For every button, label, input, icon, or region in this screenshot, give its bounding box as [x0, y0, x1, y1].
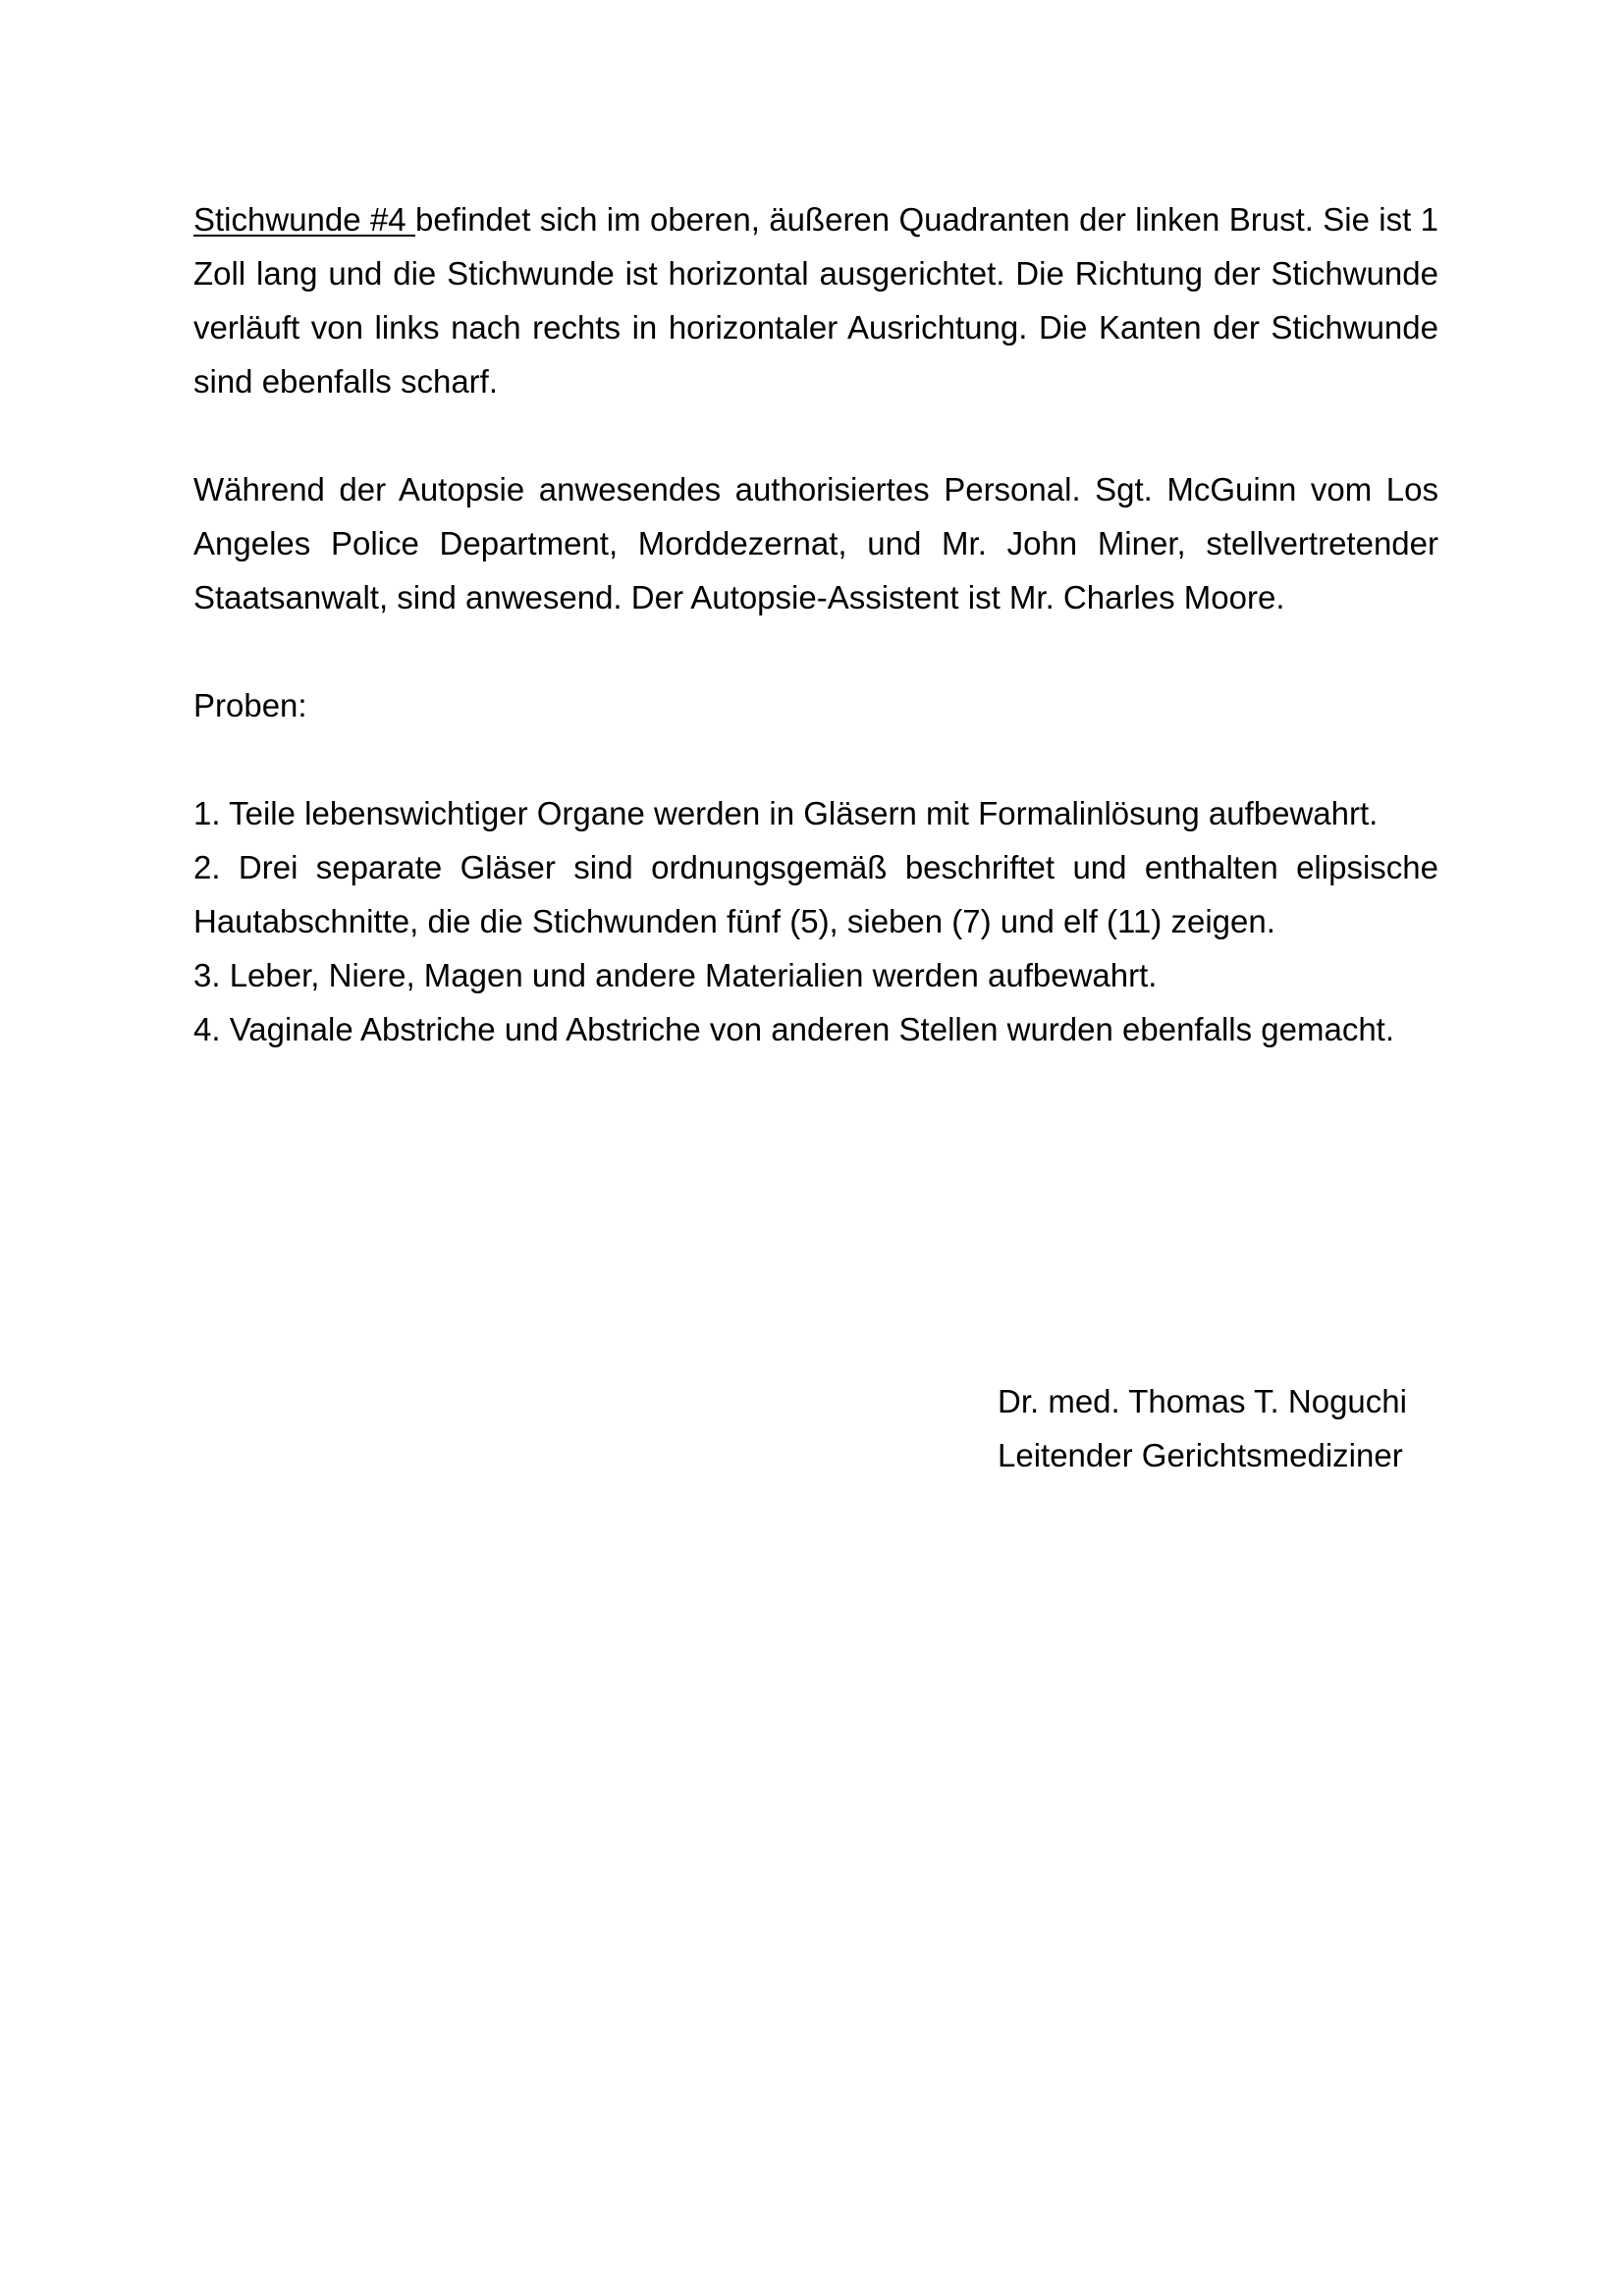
stab-wound-text: befindet sich im oberen, äußeren Quadranten der linken Brust. Sie ist 1 Zoll lang und die Stichwunde ist horizontal ausgerichtet. Die Richtung der Stichwunde verläuft von links nach rechts in horizontaler Ausrichtung. Die Kanten der Stichwunde sind ebenfalls scharf. [193, 201, 1438, 400]
personnel-paragraph: Während der Autopsie anwesendes authorisiertes Personal. Sgt. McGuinn vom Los Angeles Police Department, Morddezernat, und Mr. John Miner, stellvertretender Staatsanwalt, sind anwesend. Der Autopsie-Assistent ist Mr. Charles Moore. [193, 471, 1438, 615]
samples-list-item: 4. Vaginale Abstriche und Abstriche von anderen Stellen wurden ebenfalls gemacht. [193, 1011, 1395, 1047]
samples-list-item: 2. Drei separate Gläser sind ordnungsgemäß beschriftet und enthalten elipsische Hautabschnitte, die die Stichwunden fünf (5), sieben (7) und elf (11) zeigen. [193, 849, 1438, 939]
signature-name: Dr. med. Thomas T. Noguchi [998, 1383, 1407, 1419]
document-body [193, 192, 1438, 1056]
samples-list-item: 3. Leber, Niere, Magen und andere Materialien werden aufbewahrt. [193, 957, 1158, 993]
samples-heading: Proben: [193, 687, 307, 723]
signature-title: Leitender Gerichtsmediziner [998, 1437, 1403, 1473]
samples-list-item: 1. Teile lebenswichtiger Organe werden in Gläsern mit Formalinlösung aufbewahrt. [193, 795, 1379, 831]
signature-block [998, 1374, 1449, 1482]
samples-list [193, 786, 1438, 1056]
stab-wound-paragraph [193, 192, 1438, 408]
stab-wound-heading: Stichwunde #4 [193, 201, 415, 238]
